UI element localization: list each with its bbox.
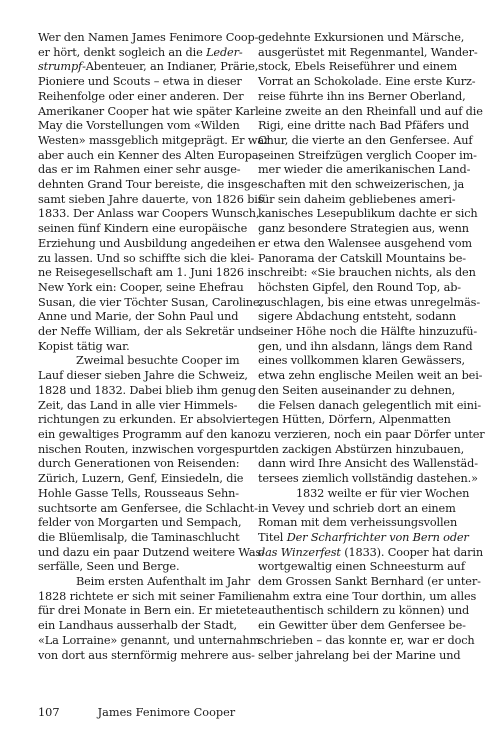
text-line <box>258 545 483 561</box>
text-line <box>258 427 485 443</box>
running-title: James Fenimore Cooper <box>97 706 236 719</box>
text-run: zuschlagen, bis eine etwas unregelmäs- <box>258 295 480 309</box>
text-run: Westen» massgeblich mitgeprägt. Er war <box>38 133 270 147</box>
text-line <box>38 31 259 46</box>
text-run: Erziehung und Ausbildung angedeihen <box>38 236 256 250</box>
text-run: der Neffe William, der als Sekretär und <box>38 325 259 339</box>
text-run: «La Lorraine» genannt, und unternahm <box>38 633 261 647</box>
text-line <box>258 310 469 325</box>
text-run: gen, und ihn alsdann, längs dem Rand <box>258 339 473 353</box>
text-line <box>258 619 469 634</box>
text-line <box>258 207 478 222</box>
text-line <box>38 90 249 105</box>
text-run: Amerikaner Cooper hat wie später Karl <box>38 104 259 118</box>
text-line <box>258 457 478 472</box>
text-run: mer wieder die amerikanischen Land- <box>258 163 471 177</box>
text-line <box>38 472 249 487</box>
text-line <box>38 133 270 149</box>
text-run: wortgewaltig einen Schneesturm auf <box>258 560 465 574</box>
text-run: zu verzieren, noch ein paar Dörfer unter <box>258 427 485 441</box>
text-line <box>38 369 249 384</box>
text-run: Rigi, eine dritte nach Bad Pfäfers und <box>258 119 469 133</box>
text-run: ein Gewitter über dem Genfersee be- <box>258 619 466 633</box>
text-run: selber jahrelang bei der Marine und <box>258 648 461 662</box>
text-line <box>38 501 258 517</box>
text-line <box>258 589 477 605</box>
text-run: Hohle Gasse Tells, Rousseaus Sehn- <box>38 486 239 500</box>
text-run: schaften mit den schweizerischen, ja <box>258 178 465 192</box>
text-run: May die Vorstellungen vom «Wilden <box>38 119 240 133</box>
text-line <box>38 383 257 399</box>
text-run: zu lassen. Und so schiffte sich die klei- <box>38 251 255 265</box>
text-line <box>258 295 480 311</box>
text-line <box>258 266 476 281</box>
text-run: Titel <box>258 530 287 544</box>
text-line <box>258 443 469 458</box>
text-run: Anne und Marie, der Sohn Paul und <box>38 310 239 324</box>
text-run: kanisches Lesepublikum dachte er sich <box>258 207 478 221</box>
text-line <box>258 236 472 252</box>
text-run: ganz besondere Strategien aus, wenn <box>258 222 469 236</box>
text-run: die Felsen danach gelegentlich mit eini- <box>258 398 481 412</box>
text-line <box>38 340 249 355</box>
text-line <box>258 90 469 105</box>
text-line <box>38 413 259 428</box>
text-line <box>38 104 259 120</box>
text-run: aber auch ein Kenner des Alten Europa, <box>38 148 262 162</box>
text-line <box>258 604 469 619</box>
text-run: eine zweite an den Rheinfall und auf die <box>258 104 483 118</box>
text-run: Zweimal besuchte Cooper im <box>76 354 240 368</box>
text-run: dehnten Grand Tour bereiste, die insge- <box>38 178 262 192</box>
text-line <box>38 604 258 619</box>
text-line <box>258 339 473 355</box>
text-line <box>258 649 469 664</box>
text-line <box>258 531 469 546</box>
text-run: ein Landhaus ausserhalb der Stadt, <box>38 619 237 633</box>
text-line <box>258 487 469 502</box>
text-line <box>38 207 260 222</box>
text-run: höchsten Gipfel, den Round Top, ab- <box>258 280 461 294</box>
text-line <box>258 193 469 208</box>
text-run: -Abenteuer, an Indianer, Prärie, <box>82 60 259 74</box>
text-run: serfälle, Seen und Berge. <box>38 560 180 574</box>
text-run: gen Hütten, Dörfern, Alpenmatten <box>258 413 451 427</box>
text-line <box>258 104 483 120</box>
text-line <box>258 633 475 649</box>
text-run: er hört, denkt sogleich an die <box>38 45 207 59</box>
text-line <box>38 266 258 281</box>
text-line <box>38 560 249 575</box>
text-line <box>38 442 259 458</box>
text-run: sigere Abdachung entsteht, sodann <box>258 310 457 324</box>
text-line <box>258 119 469 134</box>
text-line <box>258 75 476 90</box>
text-run: samt sieben Jahre dauerte, von 1826 bis <box>38 192 264 206</box>
text-line <box>38 60 259 75</box>
text-line <box>38 619 249 634</box>
italic-title: Der Scharfrichter von Bern oder <box>286 530 469 544</box>
text-run: er etwa den Walensee ausgehend vom <box>258 236 472 250</box>
text-run: Roman mit dem verheissungsvollen <box>258 516 458 530</box>
text-line <box>258 398 481 414</box>
page-footer <box>38 706 235 720</box>
text-line <box>258 178 469 193</box>
text-line <box>258 325 478 340</box>
text-line <box>258 560 469 575</box>
text-run: Lauf dieser sieben Jahre die Schweiz, <box>38 369 248 383</box>
text-run: suchtsorte am Genfersee, die Schlacht- <box>38 501 258 515</box>
left-text-column <box>38 31 270 663</box>
text-run: und dazu ein paar Dutzend weitere Was- <box>38 545 265 559</box>
text-run: für sein daheim gebliebenes ameri- <box>258 192 456 206</box>
text-run: 1828 richtete er sich mit seiner Familie <box>38 589 259 603</box>
text-run: das er im Rahmen einer sehr ausge- <box>38 163 241 177</box>
text-line <box>258 502 469 517</box>
text-run: die Blüemlisalp, die Taminaschlucht <box>38 530 240 544</box>
text-line <box>38 251 255 267</box>
text-run: ne Reisegesellschaft am 1. Juni 1826 in <box>38 266 258 280</box>
text-line <box>38 399 249 414</box>
text-run: 1832 weilte er für vier Wochen <box>296 486 470 500</box>
text-run: den zackigen Abstürzen hinzubauen, <box>258 442 465 456</box>
text-run: Kopist tätig war. <box>38 339 130 353</box>
text-line <box>38 192 264 208</box>
text-line <box>38 427 262 443</box>
page-number: 107 <box>38 706 60 719</box>
text-line <box>38 163 249 178</box>
text-run: schrieben – das konnte er, war er doch <box>258 633 475 647</box>
text-run: nischen Routen, inzwischen vorgespurt <box>38 442 259 456</box>
text-line <box>258 163 469 178</box>
text-line <box>258 60 469 75</box>
text-run: felder von Morgarten und Sempach, <box>38 516 242 530</box>
text-run: Zürich, Luzern, Genf, Einsiedeln, die <box>38 472 244 486</box>
text-run: durch Generationen von Reisenden: <box>38 457 240 471</box>
text-run: 1828 und 1832. Dabei blieb ihm genug <box>38 383 257 397</box>
text-run: Susan, die vier Töchter Susan, Caroline, <box>38 295 263 309</box>
text-line <box>38 531 249 546</box>
text-run: seinen Streifzügen verglich Cooper im- <box>258 148 477 162</box>
text-line <box>38 354 249 369</box>
text-line <box>38 516 249 531</box>
text-line <box>258 369 483 384</box>
text-run: New York ein: Cooper, seine Ehefrau <box>38 280 244 294</box>
italic-title: das Winzerfest <box>258 545 341 559</box>
text-run: seinen fünf Kindern eine europäische <box>38 222 248 236</box>
text-line <box>258 148 477 164</box>
text-run: Chur, die vierte an den Genfersee. Auf <box>258 133 473 147</box>
text-run: Beim ersten Aufenthalt im Jahr <box>76 575 251 589</box>
text-run: Vorrat an Schokolade. Eine erste Kurz- <box>258 75 476 89</box>
text-line <box>258 354 469 369</box>
text-run: Pioniere und Scouts – etwa in dieser <box>38 75 242 89</box>
text-line <box>38 75 249 90</box>
text-line <box>38 648 255 664</box>
text-run: nahm extra eine Tour dorthin, um alles <box>258 589 477 603</box>
text-run: den Seiten auseinander zu dehnen, <box>258 383 456 397</box>
text-line <box>258 472 478 487</box>
text-run: (1833). Cooper hat darin <box>340 545 483 559</box>
text-run: Wer den Namen James Fenimore Coop- <box>38 31 259 44</box>
text-run: gedehnte Exkursionen und Märsche, <box>258 31 465 44</box>
text-line <box>258 384 469 399</box>
text-run: von dort aus sternförmig mehrere aus- <box>38 648 255 662</box>
text-line <box>38 178 262 193</box>
text-line <box>38 295 263 311</box>
text-line <box>38 310 249 325</box>
text-run: dem Grossen Sankt Bernhard (er unter- <box>258 575 481 589</box>
text-line <box>258 45 478 61</box>
text-line <box>38 236 256 252</box>
text-line <box>258 133 473 149</box>
text-line <box>38 222 249 237</box>
text-line <box>258 413 469 428</box>
text-run: ein gewaltiges Programm auf den kano- <box>38 427 262 441</box>
text-run: in Vevey und schrieb dort an einem <box>258 501 456 515</box>
text-line <box>258 281 469 296</box>
text-run: richtungen zu erkunden. Er absolvierte <box>38 413 259 427</box>
text-run: Panorama der Catskill Mountains be- <box>258 251 466 265</box>
text-run: 1833. Der Anlass war Coopers Wunsch, <box>38 207 260 221</box>
text-run: tersees ziemlich vollständig dastehen.» <box>258 472 478 486</box>
text-run: stock, Ebels Reiseführer und einem <box>258 60 457 74</box>
text-run: authentisch schildern zu können) und <box>258 604 470 618</box>
italic-title: Leder- <box>206 45 243 59</box>
text-run: schreibt: «Sie brauchen nichts, als den <box>258 266 476 280</box>
right-text-column <box>258 31 485 663</box>
text-run: reise führte ihn ins Berner Oberland, <box>258 89 466 103</box>
text-run: eines vollkommen klaren Gewässers, <box>258 354 465 368</box>
text-line <box>38 633 261 649</box>
text-line <box>38 325 259 340</box>
text-line <box>38 119 249 134</box>
text-line <box>38 457 249 472</box>
text-line <box>38 545 265 561</box>
text-run: Reihenfolge oder einer anderen. Der <box>38 89 244 103</box>
text-line <box>38 487 249 502</box>
text-line <box>38 46 249 61</box>
text-line <box>258 252 469 267</box>
text-line <box>38 148 262 164</box>
text-run: Zeit, das Land in alle vier Himmels- <box>38 398 238 412</box>
text-run: für drei Monate in Bern ein. Er mietete <box>38 604 258 618</box>
text-line <box>258 575 481 590</box>
text-line <box>38 575 249 590</box>
italic-title: strumpf <box>38 60 83 74</box>
text-run: etwa zehn englische Meilen weit an bei- <box>258 369 483 383</box>
text-line <box>258 31 469 46</box>
text-line <box>258 516 469 531</box>
text-run: seiner Höhe noch die Hälfte hinzuzufü- <box>258 325 478 339</box>
text-run: ausgerüstet mit Regenmantel, Wander- <box>258 45 478 59</box>
text-run: dann wird Ihre Ansicht des Wallenstäd- <box>258 457 478 471</box>
text-line <box>258 222 469 237</box>
text-line <box>38 589 259 605</box>
text-line <box>38 281 249 296</box>
